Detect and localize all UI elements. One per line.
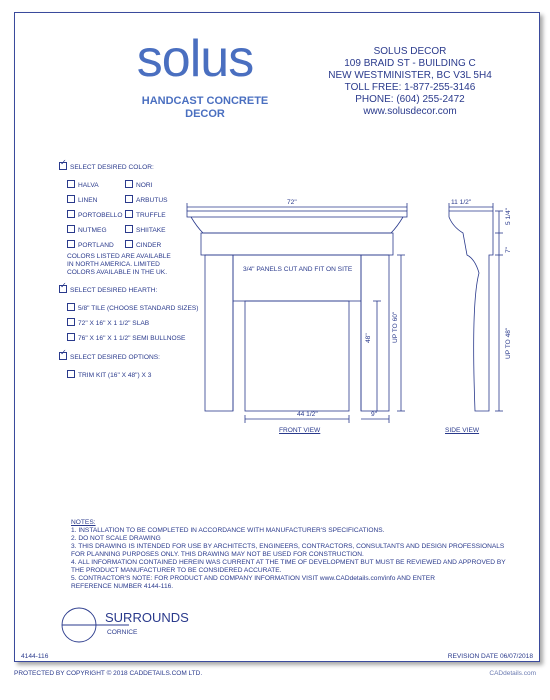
company-address1: 109 BRAID ST - BUILDING C [344,58,476,69]
color-heading [59,163,154,172]
color-option-label: CINDER [136,241,162,249]
side-depth-dim: 11 1/2" [451,199,472,206]
color-option[interactable] [67,211,122,226]
drawing-sheet [14,12,540,662]
front-view-label: FRONT VIEW [279,427,321,434]
front-height-outer-dim: UP TO 60" [392,311,399,343]
title-block-subtitle: CORNICE [107,629,138,636]
checkbox[interactable] [125,180,133,188]
hearth-heading [59,286,157,295]
copyright-text: PROTECTED BY COPYRIGHT © 2018 CADDETAILS.COM LTD. [14,670,203,677]
logo-tagline-line2: DECOR [185,108,225,120]
hearth-option-label: 72" X 16" X 1 1/2" SLAB [78,319,150,327]
notes-heading: NOTES: [71,519,96,526]
checkbox[interactable] [67,370,75,378]
color-option[interactable] [125,211,168,226]
firebox-opening [245,301,349,411]
logo-tagline-line1: HANDCAST CONCRETE [141,95,269,107]
options-heading [59,353,160,362]
cornice-cap [187,211,407,217]
company-website: www.solusdecor.com [363,106,457,117]
company-tollfree: TOLL FREE: 1-877-255-3146 [344,82,476,93]
front-view-drawing [175,193,415,433]
company-phone: PHONE: (604) 255-2472 [355,94,465,105]
checkbox[interactable] [67,303,75,311]
note-line: 3. THIS DRAWING IS INTENDED FOR USE BY ARCHITECTS, ENGINEERS, CONTRACTORS, CONSULTANTS AND DESIGN PROFESSIONALS [71,543,505,550]
note-line: FOR PLANNING PURPOSES ONLY. THIS DRAWING MAY NOT BE USED FOR CONSTRUCTION. [71,551,364,558]
note-line: 1. INSTALLATION TO BE COMPLETED IN ACCORDANCE WITH MANUFACTURER'S SPECIFICATIONS. [71,527,385,534]
checkbox-hearth-heading[interactable] [59,285,67,293]
color-option-label: SHIITAKE [136,226,166,234]
front-height-inner-dim: 48" [365,333,372,343]
side-top-height-dim: 5 1/4" [505,207,512,225]
color-option[interactable] [67,226,122,241]
caddetails-brand[interactable]: CADdetails.com [489,670,536,677]
color-option[interactable] [125,226,168,241]
checkbox[interactable] [125,210,133,218]
frieze [201,233,393,255]
trim-kit-option[interactable] [67,371,151,386]
notes [71,519,511,591]
color-option[interactable] [125,181,168,196]
left-leg [205,255,233,411]
checkbox[interactable] [125,225,133,233]
checkbox[interactable] [67,195,75,203]
checkbox[interactable] [125,195,133,203]
color-option-label: ARBUTUS [136,196,168,204]
checkbox[interactable] [67,333,75,341]
company-info [315,46,505,118]
checkbox[interactable] [67,180,75,188]
color-options-left [67,181,122,256]
opening-width-dim: 44 1/2" [297,411,318,418]
header-panel [233,255,361,301]
leg-width-dim: 9" [371,411,378,418]
logo-tagline [125,95,285,121]
color-option-label: TRUFFLE [136,211,166,219]
solus-logo: solus [136,30,254,88]
color-note-line: COLORS AVAILABLE IN THE UK. [67,269,168,276]
options-list [67,371,151,386]
checkbox[interactable] [67,225,75,233]
side-view-label: SIDE VIEW [445,427,480,434]
checkbox-options-heading[interactable] [59,352,67,360]
hearth-option-label: 5/8" TILE (CHOOSE STANDARD SIZES) [78,304,199,312]
color-option-label: PORTOBELLO [78,211,123,219]
checkbox[interactable] [67,240,75,248]
checkbox[interactable] [125,240,133,248]
company-address2: NEW WESTMINISTER, BC V3L 5H4 [328,70,492,81]
footer-bar [14,670,540,677]
title-block-title: SURROUNDS [105,610,189,625]
trim-kit-label: TRIM KIT (16" X 48") X 3 [78,371,152,379]
options-heading-label: SELECT DESIRED OPTIONS: [70,353,161,361]
color-note-line: IN NORTH AMERICA. LIMITED [67,261,160,268]
hearth-option-label: 76" X 16" X 1 1/2" SEMI BULLNOSE [78,334,186,342]
drawing-ref-number: 4144-116 [21,653,49,660]
note-line: 4. ALL INFORMATION CONTAINED HEREIN WAS CURRENT AT THE TIME OF DEVELOPMENT BUT MUST BE REVIEWED AND APPROVED BY [71,559,506,566]
color-heading-label: SELECT DESIRED COLOR: [70,163,154,171]
checkbox-color-heading[interactable] [59,162,67,170]
color-option-label: NUTMEG [78,226,107,234]
side-profile [449,211,493,411]
note-line: THE PRODUCT MANUFACTURER TO BE CONSIDERED ACCURATE. [71,567,282,574]
cornice-profile [191,217,403,233]
side-mid-height-dim: 7" [505,246,512,253]
side-leg-height-dim: UP TO 48" [505,327,512,359]
checkbox[interactable] [67,210,75,218]
note-line: REFERENCE NUMBER 4144-116. [71,583,174,590]
company-name: SOLUS DECOR [373,46,447,57]
color-option-label: PORTLAND [78,241,114,249]
color-option-label: NORI [136,181,153,189]
checkbox[interactable] [67,318,75,326]
color-option-label: LINEN [78,196,98,204]
color-availability-note [67,253,171,277]
color-option[interactable] [67,196,122,211]
color-option[interactable] [67,181,122,196]
note-line: 2. DO NOT SCALE DRAWING [71,535,161,542]
color-option-label: HALVA [78,181,99,189]
color-option[interactable] [125,196,168,211]
revision-date: REVISION DATE 06/07/2018 [447,653,533,660]
panel-note: 3/4" PANELS CUT AND FIT ON SITE [243,266,353,273]
color-options-right [125,181,168,256]
color-note-line: COLORS LISTED ARE AVAILABLE [67,253,171,260]
note-line: 5. CONTRACTOR'S NOTE: FOR PRODUCT AND COMPANY INFORMATION VISIT www.CADdetails.com/info AND ENTER [71,575,435,582]
hearth-heading-label: SELECT DESIRED HEARTH: [70,286,158,294]
side-view-drawing [435,193,515,433]
front-width-dim: 72" [287,199,297,206]
